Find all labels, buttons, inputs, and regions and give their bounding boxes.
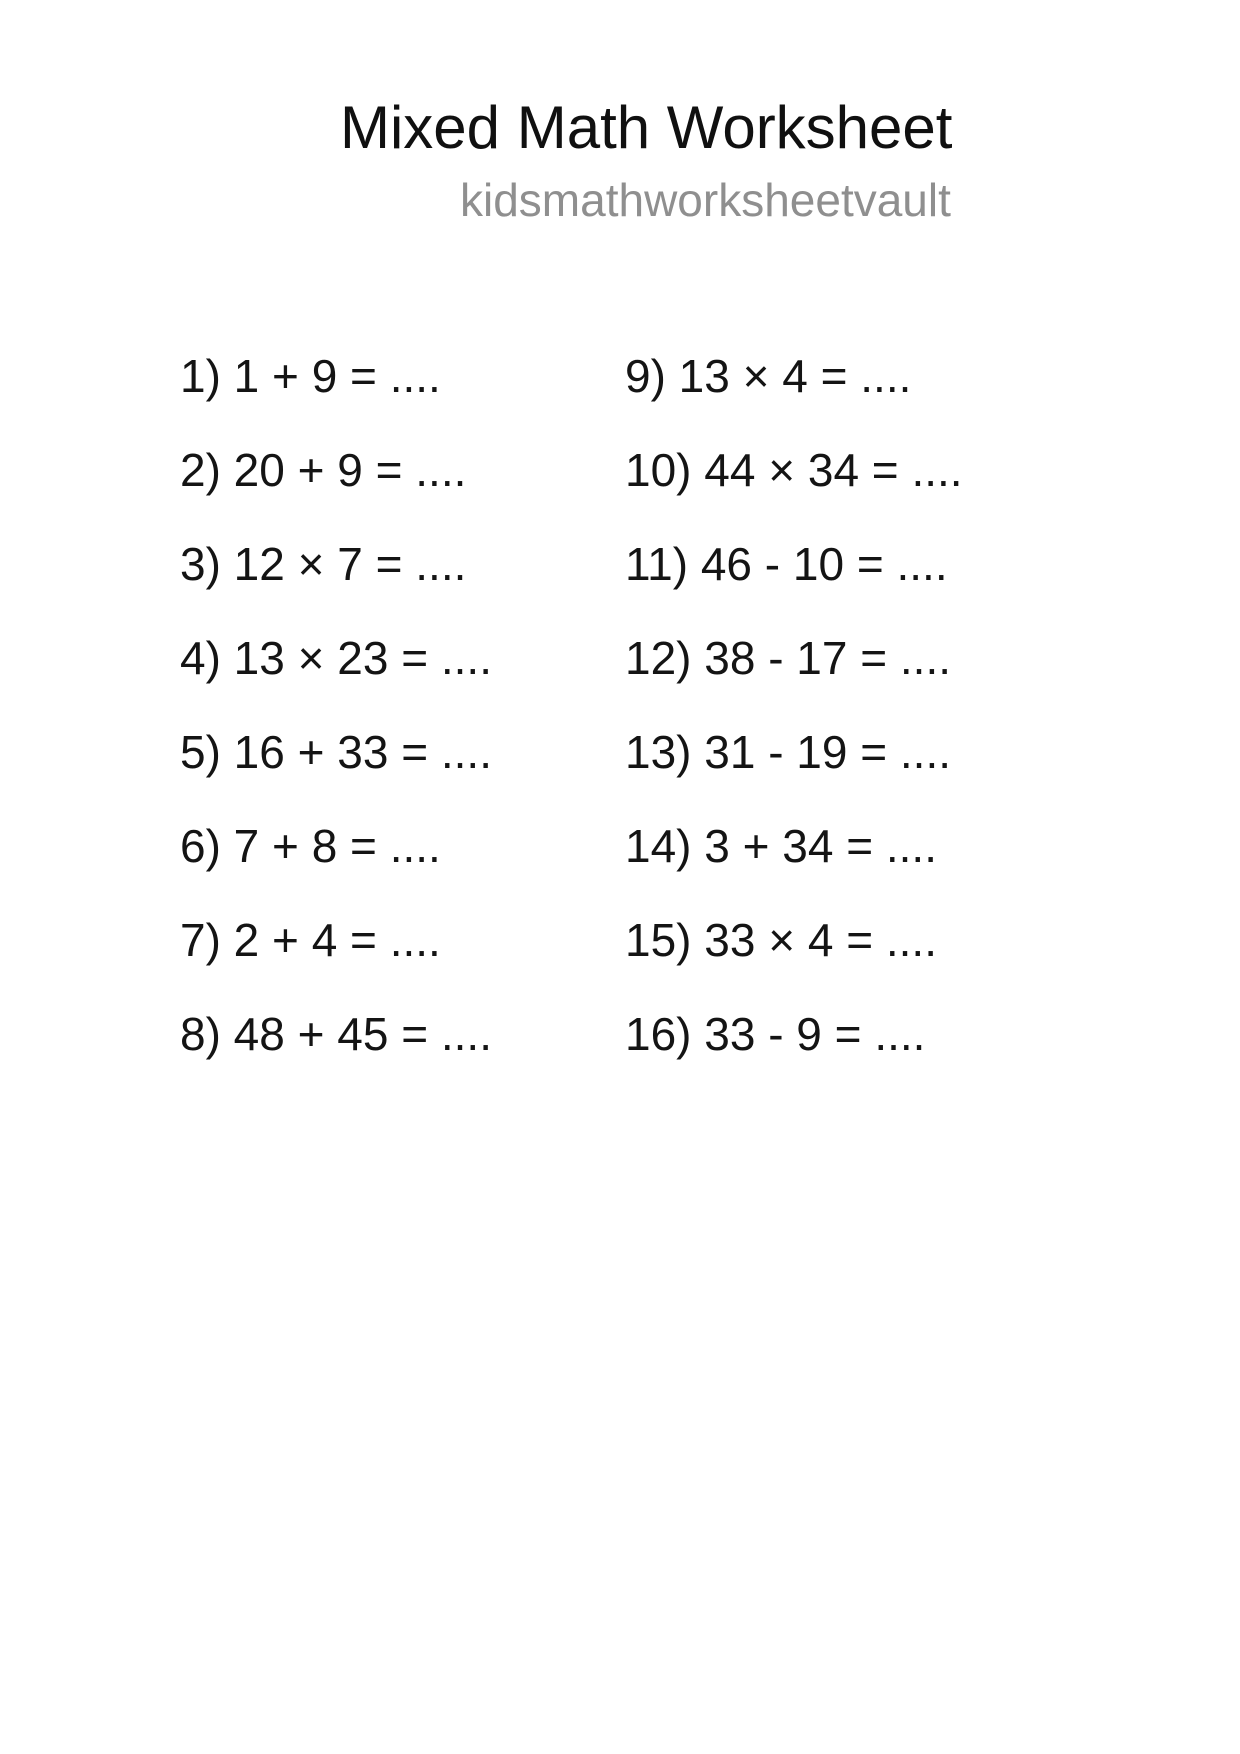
worksheet-brand: kidsmathworksheetvault: [460, 174, 951, 226]
problem-13: 13) 31 - 19 = ....: [625, 726, 952, 778]
problem-4: 4) 13 × 23 = ....: [180, 632, 492, 684]
problem-10: 10) 44 × 34 = ....: [625, 444, 963, 496]
problem-1: 1) 1 + 9 = ....: [180, 350, 441, 402]
problem-5: 5) 16 + 33 = ....: [180, 726, 492, 778]
problems-column-right: [625, 329, 963, 1081]
problem-14: 14) 3 + 34 = ....: [625, 820, 937, 872]
problem-16: 16) 33 - 9 = ....: [625, 1008, 926, 1060]
problem-9: 9) 13 × 4 = ....: [625, 350, 912, 402]
problem-12: 12) 38 - 17 = ....: [625, 632, 952, 684]
problem-11: 11) 46 - 10 = ....: [625, 538, 948, 590]
problem-3: 3) 12 × 7 = ....: [180, 538, 467, 590]
problem-15: 15) 33 × 4 = ....: [625, 914, 937, 966]
problems-column-left: [180, 329, 492, 1081]
problem-7: 7) 2 + 4 = ....: [180, 914, 441, 966]
problem-2: 2) 20 + 9 = ....: [180, 444, 467, 496]
worksheet-title: Mixed Math Worksheet: [340, 94, 953, 161]
problem-6: 6) 7 + 8 = ....: [180, 820, 441, 872]
problem-8: 8) 48 + 45 = ....: [180, 1008, 492, 1060]
